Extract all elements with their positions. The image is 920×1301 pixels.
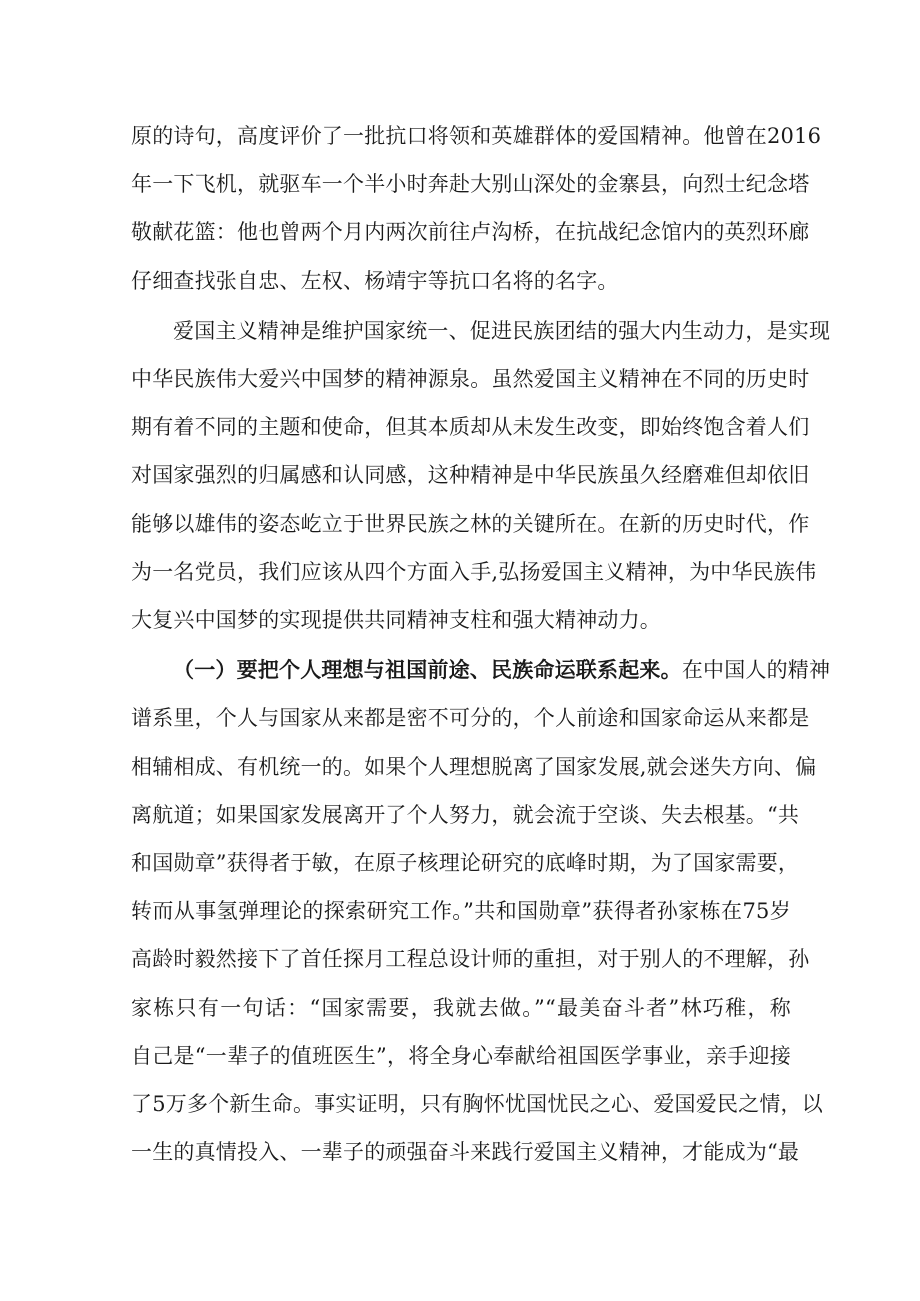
- paragraph-line: 家栋只有一句话：“国家需要，我就去做。”“最美奋斗者”林巧稚，称: [131, 995, 791, 1020]
- paragraph-line: 转而从事氢弹理论的探索研究工作。”共和国勋章”获得者孙家栋在75岁: [131, 899, 791, 924]
- paragraph-line: 能够以雄伟的姿态屹立于世界民族之林的关键所在。在新的历史时代，作: [131, 511, 810, 536]
- paragraph-3: [131, 646, 831, 1176]
- paragraph-line: 了5万多个新生命。事实证明，只有胸怀忧国忧民之心、爱国爱民之情，以: [131, 1092, 823, 1117]
- paragraph-2: [131, 307, 831, 644]
- paragraph-1: [131, 112, 822, 305]
- document-body: [131, 112, 831, 1176]
- paragraph-line: 原的诗句，高度评价了一批抗口将领和英雄群体的爱国精神。他曾在2016: [131, 124, 822, 148]
- paragraph-line: 期有着不同的主题和使命，但其本质却从未发生改变，即始终饱含着人们: [131, 415, 810, 440]
- paragraph-line: 年一下飞机，就驱车一个半小时奔赴大别山深处的金寨县，向烈士纪念塔: [131, 172, 810, 197]
- paragraph-line: 敬献花篮：他也曾两个月内两次前往卢沟桥，在抗战纪念馆内的英烈环廊: [131, 220, 810, 245]
- paragraph-first-line: [131, 646, 831, 694]
- paragraph-line: 对国家强烈的归属感和认同感，这种精神是中华民族虽久经磨难但却依旧: [131, 463, 810, 488]
- paragraph-line: 高龄时毅然接下了首任探月工程总设计师的重担，对于别人的不理解，孙: [131, 947, 810, 972]
- paragraph-line: 相辅相成、有机统一的。如果个人理想脱离了国家发展,就会迷失方向、偏: [131, 754, 817, 779]
- section-heading: （一）要把个人理想与祖国前途、民族命运联系起来。: [173, 657, 682, 683]
- paragraph-line: 仔细查找张自忠、左权、杨靖宇等抗口名将的名字。: [131, 268, 619, 293]
- paragraph-line: 离航道；如果国家发展离开了个人努力，就会流于空谈、失去根基。“共: [131, 802, 800, 827]
- paragraph-line: 自己是“一辈子的值班医生”，将全身心奉献给祖国医学事业，亲手迎接: [131, 1043, 791, 1068]
- paragraph-line: 中华民族伟大爱兴中国梦的精神源泉。虽然爱国主义精神在不同的历史时: [131, 367, 810, 392]
- paragraph-text: 在中国人的精神: [681, 658, 831, 683]
- paragraph-line: 一生的真情投入、一辈子的顽强奋斗来践行爱国主义精神，才能成为“最: [131, 1140, 800, 1165]
- paragraph-line: 谱系里，个人与国家从来都是密不可分的，个人前途和国家命运从来都是: [131, 706, 810, 731]
- paragraph-line: 爱国主义精神是维护国家统一、促进民族团结的强大内生动力，是实现: [173, 318, 831, 343]
- paragraph-line: 大复兴中国梦的实现提供共同精神支柱和强大精神动力。: [131, 608, 661, 633]
- paragraph-line: 为一名党员，我们应该从四个方面入手,弘扬爱国主义精神，为中华民族伟: [131, 559, 817, 584]
- paragraph-line: 和国勋章”获得者于敏，在原子核理论研究的底峰时期，为了国家需要，: [131, 851, 800, 876]
